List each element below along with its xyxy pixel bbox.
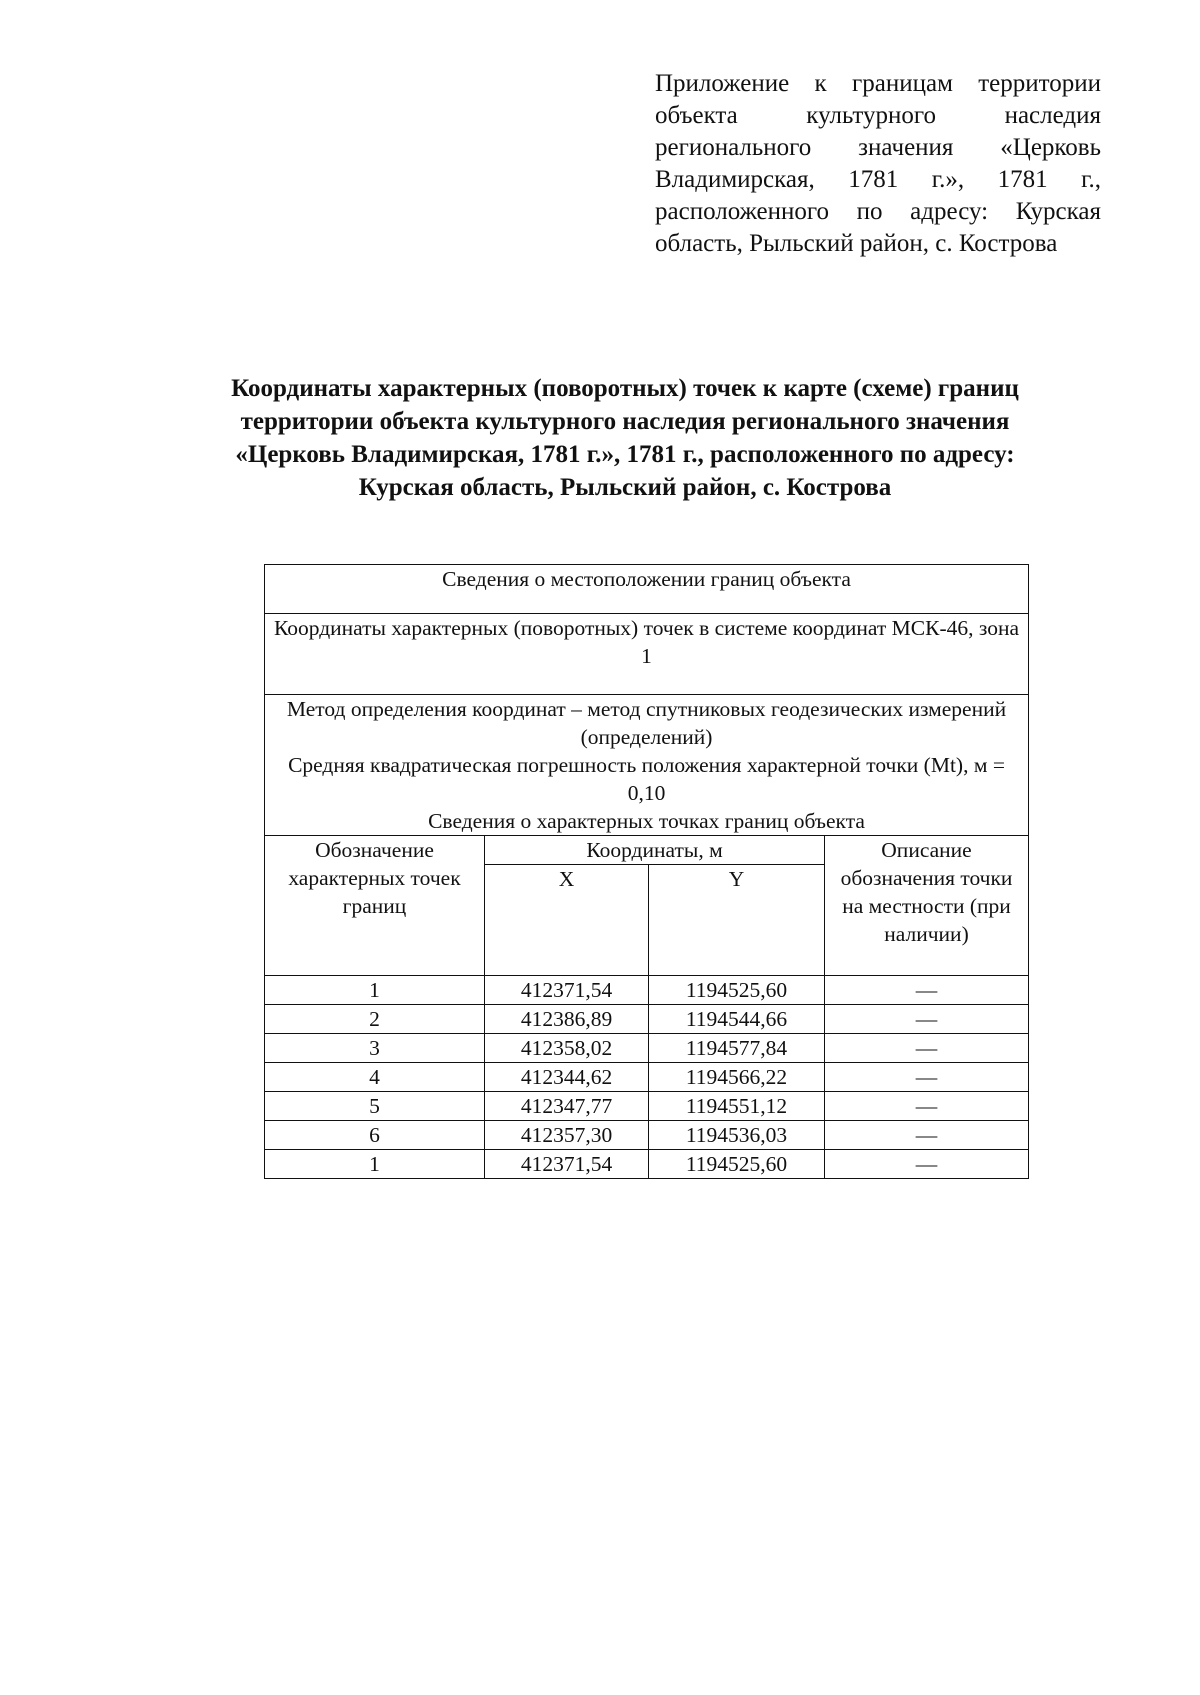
document-title-line-2: территории объекта культурного наследия регионального значения: [240, 408, 1010, 435]
x-cell: 412386,89: [485, 1005, 649, 1034]
section-title-cell: Сведения о местоположении границ объекта: [265, 565, 1029, 614]
y-cell: 1194566,22: [649, 1063, 825, 1092]
document-title: [150, 372, 1100, 504]
header-description: Описание обозначения точки на местности (при наличии): [825, 836, 1029, 976]
table-row: [265, 1121, 1029, 1150]
appendix-note: Приложение к границам территории объекта культурного наследия регионального значения «Церковь Владимирская, 1781 г.», 1781 г., расположенного по адресу: Курская область, Рыльский район, с. Кострова: [655, 70, 1101, 257]
y-cell: 1194536,03: [649, 1121, 825, 1150]
point-cell: 5: [265, 1092, 485, 1121]
y-cell: 1194577,84: [649, 1034, 825, 1063]
coordinates-table: [264, 564, 1029, 1179]
table-body: [265, 976, 1029, 1179]
header-point: Обозначение характерных точек границ: [265, 836, 485, 976]
x-cell: 412357,30: [485, 1121, 649, 1150]
header-y: Y: [649, 865, 825, 976]
x-cell: 412371,54: [485, 976, 649, 1005]
table-row: [265, 1063, 1029, 1092]
point-cell: 1: [265, 1150, 485, 1179]
description-cell: —: [825, 1063, 1029, 1092]
accuracy-text: Средняя квадратическая погрешность положения характерной точки (Mt), м = 0,10: [288, 753, 1005, 805]
point-cell: 2: [265, 1005, 485, 1034]
table-row: [265, 1150, 1029, 1179]
point-cell: 1: [265, 976, 485, 1005]
method-text: Метод определения координат – метод спутниковых геодезических измерений (определений): [286, 697, 1007, 749]
description-cell: —: [825, 1150, 1029, 1179]
y-cell: 1194544,66: [649, 1005, 825, 1034]
description-cell: —: [825, 1034, 1029, 1063]
x-cell: 412344,62: [485, 1063, 649, 1092]
x-cell: 412347,77: [485, 1092, 649, 1121]
y-cell: 1194525,60: [649, 1150, 825, 1179]
x-cell: 412371,54: [485, 1150, 649, 1179]
point-cell: 6: [265, 1121, 485, 1150]
document-title-line-1: Координаты характерных (поворотных) точек к карте (схеме) границ: [231, 375, 1019, 402]
description-cell: —: [825, 1005, 1029, 1034]
description-cell: —: [825, 1092, 1029, 1121]
coord-system-cell: Координаты характерных (поворотных) точек в системе координат МСК-46, зона 1: [265, 614, 1029, 695]
table-row: [265, 1034, 1029, 1063]
y-cell: 1194551,12: [649, 1092, 825, 1121]
header-coords: Координаты, м: [485, 836, 825, 865]
x-cell: 412358,02: [485, 1034, 649, 1063]
document-title-line-3: «Церковь Владимирская, 1781 г.», 1781 г., расположенного по адресу:: [235, 441, 1015, 468]
description-cell: —: [825, 1121, 1029, 1150]
description-cell: —: [825, 976, 1029, 1005]
table-row: [265, 1005, 1029, 1034]
point-cell: 4: [265, 1063, 485, 1092]
document-title-line-4: Курская область, Рыльский район, с. Кострова: [358, 474, 892, 501]
points-title-text: Сведения о характерных точках границ объекта: [428, 809, 865, 833]
header-x: X: [485, 865, 649, 976]
table-row: [265, 976, 1029, 1005]
method-cell: [265, 695, 1029, 836]
y-cell: 1194525,60: [649, 976, 825, 1005]
point-cell: 3: [265, 1034, 485, 1063]
table-row: [265, 1092, 1029, 1121]
